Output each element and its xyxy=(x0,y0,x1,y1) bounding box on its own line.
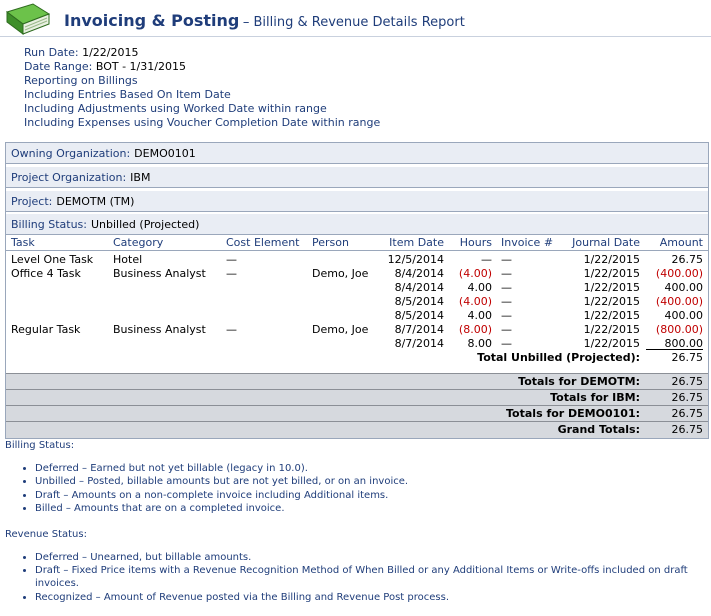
cell-hours: 4.00 xyxy=(467,309,492,322)
col-person: Person xyxy=(312,236,349,249)
billing-status-label: Billing Status: xyxy=(11,218,87,231)
total-unbilled-value: 26.75 xyxy=(671,351,703,364)
cell-invoice: — xyxy=(501,337,512,350)
cell-amount: (800.00) xyxy=(655,323,703,336)
cell-amount: 400.00 xyxy=(664,309,703,322)
cell-task: Level One Task xyxy=(11,253,94,266)
col-journal-date: Journal Date xyxy=(572,236,640,249)
list-item: • Deferred – Earned but not yet billable (legacy in 10.0). xyxy=(35,462,707,475)
date-range xyxy=(24,60,380,74)
cell-hours: (8.00) xyxy=(458,323,492,336)
col-task: Task xyxy=(11,236,35,249)
cell-task: Regular Task xyxy=(11,323,81,336)
cell-journal: 1/22/2015 xyxy=(583,337,640,350)
col-item-date: Item Date xyxy=(389,236,444,249)
run-date xyxy=(24,46,380,60)
cell-cost: — xyxy=(226,267,237,280)
cell-item-date: 8/4/2014 xyxy=(394,281,444,294)
table-row xyxy=(6,337,708,351)
info-line: Reporting on Billings xyxy=(24,74,138,87)
grand-totals-row xyxy=(6,421,708,438)
project-value: DEMOTM (TM) xyxy=(56,195,135,208)
column-header-row xyxy=(6,236,708,251)
project-label: Project: xyxy=(11,195,53,208)
cell-item-date: 8/4/2014 xyxy=(394,267,444,280)
cell-amount: 800.00 xyxy=(664,337,703,350)
cell-person: Demo, Joe xyxy=(312,267,369,280)
total-unbilled-row xyxy=(6,351,708,365)
owning-org-label: Owning Organization: xyxy=(11,147,131,160)
cell-invoice: — xyxy=(501,295,512,308)
cell-journal: 1/22/2015 xyxy=(583,253,640,266)
cell-person: Demo, Joe xyxy=(312,323,369,336)
cell-invoice: — xyxy=(501,309,512,322)
total-divider xyxy=(646,349,703,350)
billing-status-value: Unbilled (Projected) xyxy=(90,218,200,231)
cell-cost: — xyxy=(226,253,237,266)
list-item: • Billed – Amounts that are on a completed invoice. xyxy=(35,502,707,515)
cell-invoice: — xyxy=(501,253,512,266)
cell-journal: 1/22/2015 xyxy=(583,267,640,280)
col-invoice: Invoice # xyxy=(501,236,554,249)
grand-totals-label: Grand Totals: xyxy=(557,423,640,436)
cell-amount: (400.00) xyxy=(655,267,703,280)
totals-value: 26.75 xyxy=(671,407,703,420)
totals-demo0101-row xyxy=(6,405,708,422)
cell-task: Office 4 Task xyxy=(11,267,81,280)
info-line: Including Expenses using Voucher Completion Date within range xyxy=(24,116,381,129)
totals-label: Totals for IBM: xyxy=(550,391,640,404)
billing-status-row xyxy=(6,214,708,235)
list-item: • Draft – Amounts on a non-complete invoice including Additional items. xyxy=(35,489,707,502)
project-org-value: IBM xyxy=(130,171,151,184)
cell-amount: (400.00) xyxy=(655,295,703,308)
cell-hours: 8.00 xyxy=(467,337,492,350)
totals-value: 26.75 xyxy=(671,391,703,404)
list-item: • Unbilled – Posted, billable amounts but are not yet billed, or on an invoice. xyxy=(35,475,707,488)
report-table xyxy=(5,142,709,439)
cell-category: Hotel xyxy=(113,253,143,266)
page-title xyxy=(64,11,465,30)
report-header xyxy=(0,0,711,37)
cell-amount: 26.75 xyxy=(671,253,703,266)
cell-category: Business Analyst xyxy=(113,267,206,280)
cell-journal: 1/22/2015 xyxy=(583,295,640,308)
cell-invoice: — xyxy=(501,267,512,280)
totals-label: Totals for DEMOTM: xyxy=(518,375,640,388)
table-row xyxy=(6,267,708,281)
grand-totals-value: 26.75 xyxy=(671,423,703,436)
cell-hours: — xyxy=(481,253,492,266)
info-line: Including Entries Based On Item Date xyxy=(24,88,231,101)
table-row xyxy=(6,253,708,267)
totals-value: 26.75 xyxy=(671,375,703,388)
revenue-status-list xyxy=(5,551,707,605)
cell-amount: 400.00 xyxy=(664,281,703,294)
project-org-label: Project Organization: xyxy=(11,171,127,184)
project-organization-row xyxy=(6,167,708,188)
cell-journal: 1/22/2015 xyxy=(583,309,640,322)
cell-item-date: 8/7/2014 xyxy=(394,337,444,350)
project-row xyxy=(6,191,708,212)
table-row xyxy=(6,323,708,337)
status-legend xyxy=(5,439,707,616)
run-date-value: 1/22/2015 xyxy=(82,46,139,59)
cell-item-date: 8/5/2014 xyxy=(394,309,444,322)
list-item: • Recognized – Amount of Revenue posted via the Billing and Revenue Post process. xyxy=(35,591,707,604)
run-date-label: Run Date: xyxy=(24,46,79,59)
col-cost-element: Cost Element xyxy=(226,236,300,249)
table-row xyxy=(6,309,708,323)
billing-status-list xyxy=(5,462,707,516)
cell-journal: 1/22/2015 xyxy=(583,323,640,336)
cell-hours: (4.00) xyxy=(458,295,492,308)
cell-hours: 4.00 xyxy=(467,281,492,294)
totals-demotm-row xyxy=(6,373,708,390)
table-row xyxy=(6,295,708,309)
table-row xyxy=(6,281,708,295)
title-main: Invoicing & Posting xyxy=(64,11,240,30)
cell-item-date: 12/5/2014 xyxy=(387,253,444,266)
cell-invoice: — xyxy=(501,323,512,336)
totals-label: Totals for DEMO0101: xyxy=(506,407,640,420)
billing-status-heading: Billing Status: xyxy=(5,440,75,451)
cell-category: Business Analyst xyxy=(113,323,206,336)
cell-invoice: — xyxy=(501,281,512,294)
date-range-label: Date Range: xyxy=(24,60,93,73)
col-category: Category xyxy=(113,236,164,249)
col-amount: Amount xyxy=(659,236,703,249)
owning-org-value: DEMO0101 xyxy=(134,147,196,160)
date-range-value: BOT - 1/31/2015 xyxy=(95,60,186,73)
cell-journal: 1/22/2015 xyxy=(583,281,640,294)
cell-hours: (4.00) xyxy=(458,267,492,280)
revenue-status-heading: Revenue Status: xyxy=(5,528,87,540)
totals-ibm-row xyxy=(6,389,708,406)
total-unbilled-label: Total Unbilled (Projected): xyxy=(477,351,640,364)
cell-cost: — xyxy=(226,323,237,336)
title-sub: – Billing & Revenue Details Report xyxy=(242,15,465,30)
col-hours: Hours xyxy=(459,236,492,249)
owning-organization-row xyxy=(6,143,708,164)
list-item: • Deferred – Unearned, but billable amounts. xyxy=(35,551,707,564)
cell-item-date: 8/7/2014 xyxy=(394,323,444,336)
report-parameters xyxy=(24,46,380,130)
info-line: Including Adjustments using Worked Date within range xyxy=(24,102,327,115)
cell-item-date: 8/5/2014 xyxy=(394,295,444,308)
list-item: • Draft – Fixed Price items with a Revenue Recognition Method of When Billed or any Additional Items or Write-offs included on draft invoices. xyxy=(35,564,707,591)
book-icon xyxy=(3,2,51,36)
